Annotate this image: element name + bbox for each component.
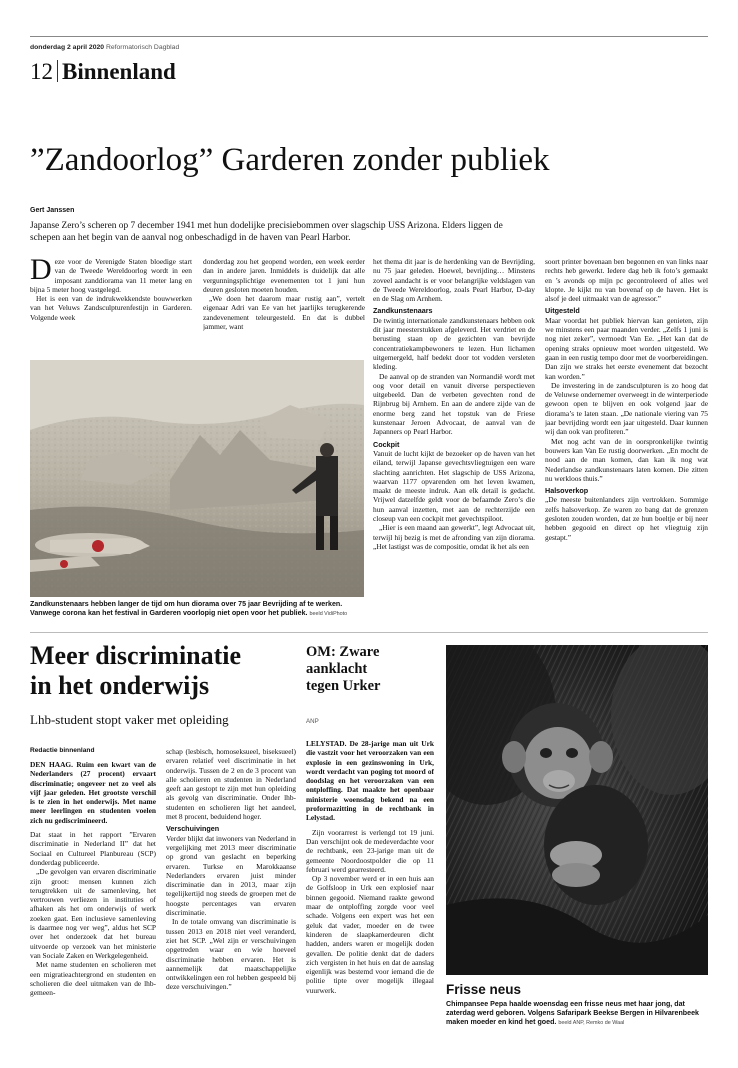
urk-column [306,739,434,1042]
discrimination-lead: DEN HAAG. Ruim een kwart van de Nederlanders (27 procent) ervaart discriminatie; ongeveer net zo veel als vijf jaar geleden. Het grootste verschil is te zien in het onderwijs. Met name meer leerlingen en studenten voelen zich nu gediscrimineerd. [30,760,156,825]
main-column-3 [373,257,535,617]
main-col4-paragraph: soort printer bovenaan ben begonnen en van links naar rechts heb gewerkt. Iedere dag heb ik foto’s gemaakt en ’s avonds op mijn pc gecontroleerd of alles wel klopte. Je kijkt nu van bovenaf op de haven. Het is alsof je deel uitmaakt van de agressor.” [545,257,708,304]
main-col2-p2: „We doen het daarom maar rustig aan”, vertelt eigenaar Adri van Ee van het jaarlijks terugkerende zandevenement teleurgesteld. En dat is dubbel jammer, want [203,294,365,332]
chimpanzee-caption-text: Chimpansee Pepa haalde woensdag een frisse neus met haar jong, dat zaterdag werd geboren. Volgens Safaripark Beekse Bergen in Hilvarenbeek maken moeder en kind het goed. [446,1000,699,1027]
main-column-1 [30,257,192,357]
main-headline: ”Zandoorlog” Garderen zonder publiek [30,142,550,178]
main-col3-paragraph: „Hier is een maand aan gewerkt”, legt Advocaat uit, terwijl hij bezig is met de afronding van zijn diorama. „Het lastigst was de compositie, omdat ik het als een [373,523,535,551]
discrimination-col2-paragraph: In de totale omvang van discriminatie is tussen 2013 en 2018 niet veel veranderd, ziet het SCP. „Wel zijn er verschuivingen opgetreden waar en wie hoeveel discriminatie hebben ervaren. Het is aannemelijk dat maatschappelijke ontwikkelingen een rol hebben gespeeld bij deze verschuivingen.” [166,917,296,992]
discrimination-col2-paragraph: schap (lesbisch, homoseksueel, biseksueel) ervaren relatief veel discriminatie in het onderwijs. Tussen de 2 en de 3 procent van alle scholieren en studenten in Nederland geeft aan gestopt te zijn met hun opleiding als gevolg van discriminatie. Onder lhb-studenten en scholieren ligt het aandeel, met 8 procent, beduidend hoger. [166,747,296,822]
main-col4-paragraph: „De meeste buitenlanders zijn vertrokken. Sommige zelfs halsoverkop. Ze waren zo bang dat de grenzen gesloten zouden worden, dat ze hun boeltje er bij neer hebben gegooid en direct op het vliegtuig zijn gestapt.” [545,495,708,542]
discrimination-column-1 [30,760,156,1042]
discrimination-col2-paragraph: Verder blijkt dat inwoners van Nederland in vergelijking met 2013 meer discriminatie op grond van geslacht en beperking ervaren. Turkse en Marokkaanse Nederlanders ervaren juist minder discriminatie dan in 2013, maar zijn tegelijkertijd nog steeds de groepen met de hoogste percentages van ervaren discriminatie. [166,833,296,918]
main-col3-paragraph: De twintig internationale zandkunstenaars hebben ook dit jaar meesterstukken afgeleverd. Het verdriet en de berusting staan op de gezichten van bevrijde concentratiekampbewoners te lezen. Hun lichamen uitgemergeld, half bedekt door tot vodden versleten kleding. [373,315,535,372]
chimpanzee-photo-credit: beeld ANP, Remko de Waal [558,1020,625,1027]
main-col4-subheading: Halsoverkop [545,486,589,496]
urk-headline-line1: OM: Zware [306,644,380,660]
discrimination-col2-subheading: Verschuivingen [166,824,220,834]
discrimination-column-2 [166,747,296,1042]
discrimination-headline-line2: in het onderwijs [30,671,210,700]
discrimination-subhead: Lhb-student stopt vaker met opleiding [30,712,229,727]
discrimination-byline: Redactie binnenland [30,747,95,754]
page-number: 12 [30,59,53,84]
discrimination-col1-p1: Dat staat in het rapport ”Ervaren discriminatie in Nederland II” dat het Sociaal en Cultureel Planbureau (SCP) donderdag publiceerde. [30,830,156,867]
urk-headline [306,644,380,695]
page-dateline [30,44,179,51]
main-column-2 [203,257,365,357]
newspaper-name: Reformatorisch Dagblad [105,44,180,51]
urk-headline-line2: aanklacht [306,661,368,677]
diorama-caption [30,600,368,619]
main-col4-paragraph: Maar voordat het publiek hiervan kan genieten, zijn we minstens een paar maanden verder. „Zelfs 1 juni is nog niet zeker”, vermoedt Van Ee. „Het kan dat de opening straks opnieuw moet worden uitgesteld. We gaan in een rustig tempo door met de voorbereidingen. Dan zijn we straks het eerste evenement dat bezocht kan worden.” [545,315,708,381]
urk-headline-line3: tegen Urker [306,678,381,694]
page-header [30,58,176,86]
main-col2-p1: donderdag zou het geopend worden, een week eerder dan in andere jaren. Inmiddels is duidelijk dat alle vergunningsplichtige evenementen tot 1 juni hun deuren gesloten moeten houden. [203,257,365,294]
urk-lead: LELYSTAD. De 28-jarige man uit Urk die vastzit voor het veroorzaken van een explosie in een gezinswoning in Urk, wordt verdacht van poging tot moord of doodslag en het veroorzaken van een ontploffing. Dat maakte het openbaar ministerie woensdag bekend na een proformazitting in de rechtbank in Lelystad. [306,739,434,823]
discrimination-headline-line1: Meer discriminatie [30,641,242,670]
diorama-caption-text: Zandkunstenaars hebben langer de tijd om hun diorama over 75 jaar Bevrijding af te werken. Vanwege corona kan het festival in Garderen voorlopig niet open voor het publiek. [30,600,343,618]
diorama-photo-credit: beeld VidiPhoto [309,611,348,618]
chimpanzee-photo [446,645,708,975]
main-col3-paragraph: De aanval op de stranden van Normandië wordt met oog voor detail en vanuit diverse perspectieven uitgebeeld. Dan de verbeten gevechten rond de Rijnbrug bij Arnhem. En aan de andere zijde van de enorme berg zand het topstuk van de Friese kunstenaar Jeroen Advocaat, de aanval van de Japanners op Pearl Harbor. [373,371,535,437]
urk-body-p2: Op 3 november werd er in een huis aan de Golfsloop in Urk een explosief naar binnen gegooid. Niemand raakte gewond maar de ontploffing zorgde voor veel schade. Volgens een expert was het een geluk dat vader, moeder en de twee kinderen de slaapkamerdeuren dicht hadden, anders waren er mogelijk doden gevallen. De politie denkt dat de daders zich vergisten in het huis en dat de aanslag eigenlijk was bestemd voor iemand die de politie tipte over mogelijk illegaal vuurwerk. [306,874,434,995]
main-column-4 [545,257,708,617]
urk-byline: ANP [306,718,319,725]
chimpanzee-title: Frisse neus [446,982,522,997]
main-col3-paragraph: Vanuit de lucht kijkt de bezoeker op de haven van het eiland, terwijl Japanse gevechtsvliegtuigen een ware slachting aanrichten. Het slagschip de USS Arizona, waarvan 1177 opvarenden om het leven kwamen, maakt de meeste indruk. Aan elk detail is gedacht. Vrijwel datzelfde geldt voor de befaamde Zero’s die hun aanval inzetten, met aan de rechterzijde een closeup van een cockpit met gevechtspiloot. [373,448,535,524]
discrimination-headline [30,641,241,701]
main-col4-subheading: Uitgesteld [545,306,580,316]
sand-sculpture-image [30,360,364,597]
drop-cap: D [30,257,52,286]
issue-date: donderdag 2 april 2020 [30,44,105,51]
section-title: Binnenland [62,59,176,84]
main-col3-paragraph: het thema dit jaar is de herdenking van de Bevrijding, nu 75 jaar geleden. Hoewel, bevrijding… Minstens zoveel aandacht is er voor belangrijke veldslagen van de Tweede Wereldoorlog, zoals Pearl Harbor, D-day en de Slag om Arnhem. [373,257,535,304]
discrimination-col1-p3: Met name studenten en scholieren met een migratieachtergrond en studenten en scholieren die deel uitmaken van de lhb-gemeen- [30,960,156,998]
main-intro: Japanse Zero’s scheren op 7 december 1941 met hun dodelijke precisiebommen over slagschip USS Arizona. Elders liggen de schepen aan het begin van de aanval nog onbeschadigd in de haven van Pearl Harbor. [30,221,503,243]
sand-diorama-photo [30,360,364,597]
discrimination-col1-p2: „De gevolgen van ervaren discriminatie zijn groot: mensen kunnen zich terugtrekken uit de samenleving, het vertrouwen verliezen in instituties of afhaken als het om onderwijs of werk zoeken gaat. Een inclusieve samenleving is daarmee nog ver weg”, aldus het SCP over het onderzoek dat het bureau uitvoerde op verzoek van het ministerie van Sociale Zaken en Werkgelegenheid. [30,867,156,960]
main-col1-p2: Het is een van de indrukwekkendste bouwwerken van het Veluws Zandsculpturenfestijn in Garderen. Volgende week [30,294,192,322]
main-byline: Gert Janssen [30,207,75,214]
main-col4-paragraph: De investering in de zandsculpturen is zo hoog dat de Veluwse ondernemer overweegt in de winterperiode gewoon open te blijven en ook volgend jaar de diorama’s te laten staan. „De nationale viering van 75 jaar bevrijding wordt een jaar uitgesteld. Daar kunnen wij dan ook van profiteren.” [545,380,708,437]
main-col3-subheading: Cockpit [373,439,400,449]
chimpanzee-image [446,645,708,975]
main-col3-subheading: Zandkunstenaars [373,306,433,316]
main-col4-paragraph: Met nog acht van de in oorspronkelijke twintig bouwers kan Van Ee rustig doorwerken. „En mocht de nood aan de man komen, dan kan ik nog wat Nederlandse zandkunstenaars laten komen. Die zitten nu werkloos thuis.” [545,436,708,483]
main-col1-p1: eze voor de Verenigde Staten bloedige start van de Tweede Wereldoorlog wordt in een imposant zanddiorama van 11 meter lang en bijna 5 meter hoog vastgelegd. [30,257,192,294]
urk-body-p1: Zijn voorarrest is verlengd tot 19 juni. Dan verschijnt ook de medeverdachte voor de rechtbank, een 23-jarige man uit de gemeente Noordoostpolder die op 11 februari werd gearresteerd. [306,827,434,874]
chimpanzee-caption [446,1000,708,1029]
